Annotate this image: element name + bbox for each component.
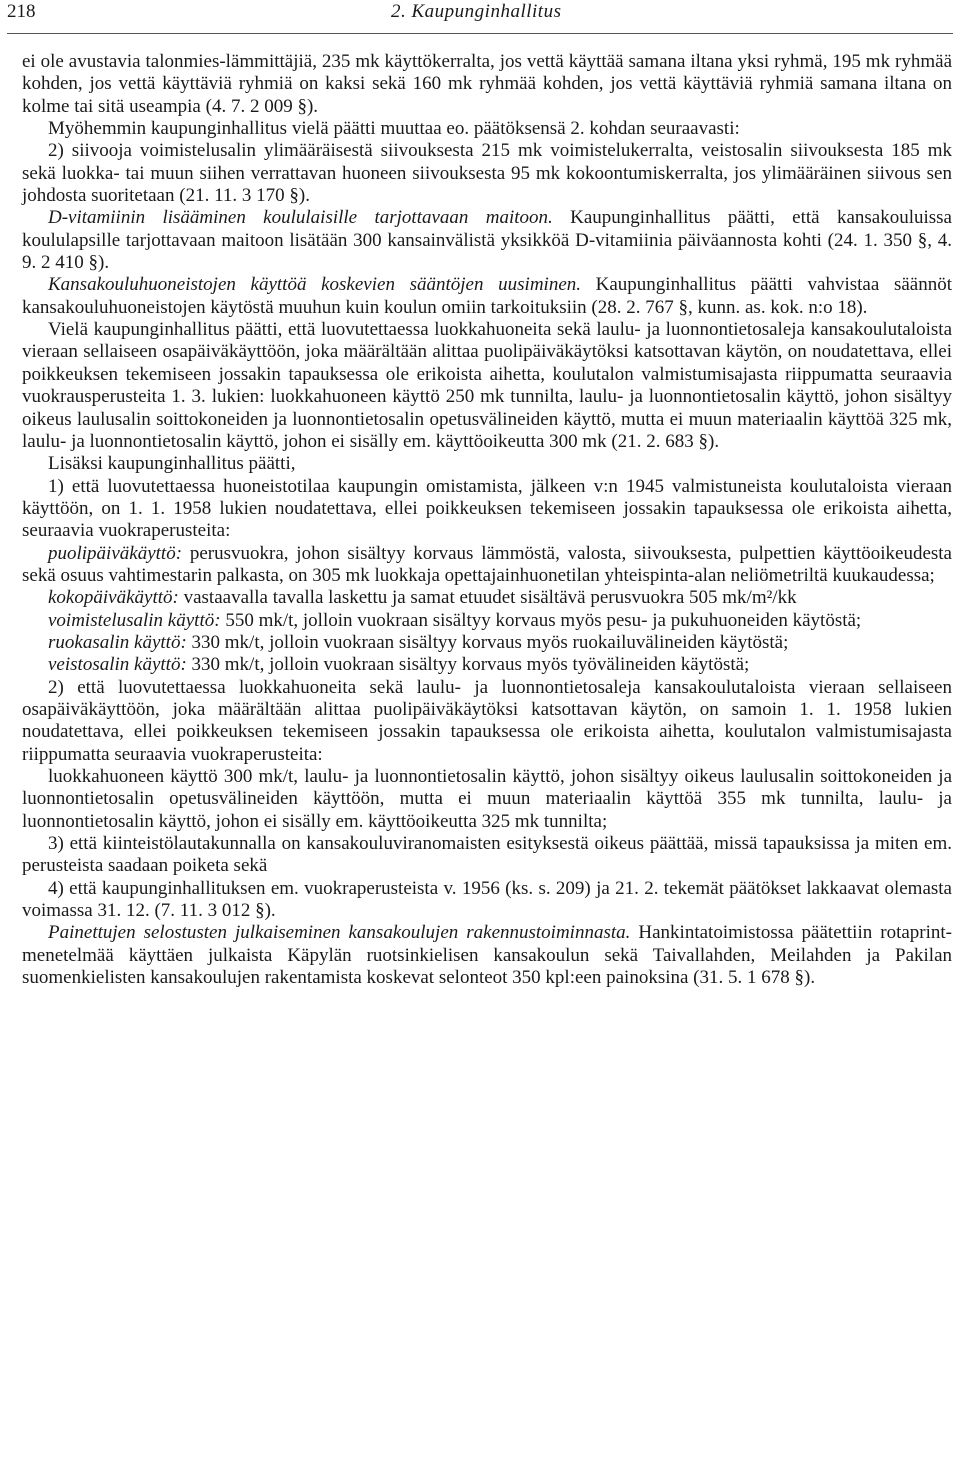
term-heading: voimistelusalin käyttö: (48, 609, 221, 631)
term-heading: kokopäiväkäyttö: (48, 587, 179, 609)
paragraph (22, 476, 952, 543)
paragraph (22, 587, 952, 609)
paragraph-text: Myöhemmin kaupunginhallitus vielä päätti muuttaa eo. päätöksensä 2. kohdan seuraavasti: (48, 118, 740, 140)
paragraph (22, 878, 952, 923)
paragraph-text: 330 mk/t, jolloin vuokraan sisältyy korvaus myös työvälineiden käytöstä; (186, 654, 750, 676)
paragraph-text: perusvuokra, johon sisältyy korvaus lämmöstä, valosta, siivouksesta, pulpettien käyttöoikeudesta sekä osuus vahtimestarin palkasta, on 305 mk luokkaja opettajainhuonetilan yhteispinta-alan neliömetriltä kuukaudessa; (22, 542, 952, 586)
header-rule (7, 33, 953, 34)
paragraph-text: Kaupunginhallitus päätti vahvistaa säännöt kansakouluhuoneistojen käytöstä muuhun kuin koulun omiin tarkoituksiin (28. 2. 767 §, kunn. as. kok. n:o 18). (22, 274, 952, 318)
paragraph-text: 1) että luovutettaessa huoneistotilaa kaupungin omistamista, jälkeen v:n 1945 valmistuneista koulutaloista vieraan käyttöön, on 1. 1. 1958 lukien noudatettava, ellei poikkeuksen tekemiseen jossakin tapauksessa ole erikoista aihetta, seuraavia vuokraperusteita: (22, 475, 952, 542)
term-heading: puolipäiväkäyttö: (48, 542, 183, 564)
paragraph (22, 766, 952, 833)
paragraph (22, 453, 952, 475)
paragraph-text: Vielä kaupunginhallitus päätti, että luovutettaessa luokkahuoneita sekä laulu- ja luonnontietosaleja kansakoulutaloista vieraan sellaiseen osapäiväkäyttöön, joka määrältään alittaa puolipäiväkäytöksi katsottavan käytön, on noudatettava, ellei poikkeuksen tekemiseen jossakin tapauksessa ole erikoista aihetta, koulutalon valmistumisajasta riippumatta seuraavia vuokrausperusteita 1. 3. lukien: luokkahuoneen käyttö 250 mk tunnilta, laulu- ja luonnontietosalin käyttö, johon sisältyy oikeus laulusalin soittokoneiden ja luonnontietosalin opetusvälineiden käyttö, mutta ei muun materiaalin käyttöä 325 mk, laulu- ja luonnontietosalin käyttö, johon ei sisälly em. käyttöoikeutta 300 mk (21. 2. 683 §). (22, 319, 952, 452)
paragraph (22, 654, 952, 676)
section-heading: Painettujen selostusten julkaiseminen kansakoulujen rakennustoiminnasta. (48, 922, 631, 944)
paragraph (22, 677, 952, 766)
paragraph-text: vastaavalla tavalla laskettu ja samat etuudet sisältävä perusvuokra 505 mk/m²/kk (178, 587, 797, 609)
paragraph (22, 274, 952, 319)
section-heading: D-vitamiinin lisääminen koululaisille tarjottavaan maitoon. (48, 207, 553, 229)
paragraph (22, 140, 952, 207)
document-body (22, 51, 952, 989)
paragraph-text: 2) siivooja voimistelusalin ylimääräisestä siivouksesta 215 mk voimistelukerralta, veistosalin siivouksesta 185 mk sekä luokka- tai muun siihen verrattavan huoneen siivouksesta 95 mk kokoontumiskerralta, jos ylimääräinen siivous sen johdosta suoritetaan (21. 11. 3 170 §). (22, 140, 952, 207)
paragraph-text: 330 mk/t, jolloin vuokraan sisältyy korvaus myös ruokailuvälineiden käytöstä; (186, 631, 789, 653)
paragraph-text: luokkahuoneen käyttö 300 mk/t, laulu- ja luonnontietosalin käyttö, johon sisältyy oikeus laulusalin soittokoneiden ja luonnontietosalin opetusvälineiden käyttöön, mutta ei muun materiaalin käyttöä 355 mk tunnilta, laulu- ja luonnontietosalin käyttö, johon ei sisälly em. käyttöoikeutta 325 mk tunnilta; (22, 766, 952, 832)
paragraph (22, 319, 952, 453)
paragraph (22, 922, 952, 989)
paragraph-text: 2) että luovutettaessa luokkahuoneita sekä laulu- ja luonnontietosaleja kansakoulutaloista vieraan sellaiseen osapäiväkäyttöön, joka määrältään alittaa puolipäiväkäytöksi katsottavan käytön, on samoin 1. 1. 1958 lukien noudatettava, ellei poikkeuksen tekemiseen jossakin tapauksessa ole erikoista aihetta, koulutalon valmistumisajasta riippumatta seuraavia vuokraperusteita: (22, 676, 952, 765)
paragraph (22, 543, 952, 588)
paragraph-text: 3) että kiinteistölautakunnalla on kansakouluviranomaisten esityksestä oikeus päättää, missä tapauksissa ja miten em. perusteista saadaan poiketa sekä (22, 833, 952, 877)
paragraph-text: Kaupunginhallitus päätti, että kansakouluissa koululapsille tarjottavaan maitoon lisätään 300 kansainvälistä yksikköä D-vitamiinia päiväannosta kohti (24. 1. 350 §, 4. 9. 2 410 §). (22, 207, 952, 274)
paragraph-text: Hankintatoimistossa päätettiin rotaprint-menetelmää käyttäen julkaista Käpylän ruotsinkielisen kansakoulun sekä Taivallahden, Meilahden ja Pakilan suomenkielisten kansakoulujen rakentamista koskevat selonteot 350 kpl:een painoksina (31. 5. 1 678 §). (22, 922, 952, 989)
paragraph-text: ei ole avustavia talonmies-lämmittäjiä, 235 mk käyttökerralta, jos vettä käyttää samana iltana yksi ryhmä, 195 mk ryhmää kohden, jos vettä käyttäviä ryhmiä on kaksi sekä 160 mk ryhmää kohden, jos vettä käyttäviä ryhmiä samana iltana on kolme tai sitä useampia (4. 7. 2 009 §). (22, 51, 952, 117)
paragraph (22, 610, 952, 632)
paragraph (22, 833, 952, 878)
paragraph-text: 550 mk/t, jolloin vuokraan sisältyy korvaus myös pesu- ja pukuhuoneiden käytöstä; (220, 609, 862, 631)
running-head-text: 2. Kaupunginhallitus (391, 1, 562, 22)
paragraph-text: Lisäksi kaupunginhallitus päätti, (48, 453, 296, 475)
running-head (391, 0, 561, 24)
paragraph-text: 4) että kaupunginhallituksen em. vuokraperusteista v. 1956 (ks. s. 209) ja 21. 2. tekemät päätökset lakkaavat olemasta voimassa 31. 12. (7. 11. 3 012 §). (22, 877, 952, 922)
section-heading: Kansakouluhuoneistojen käyttöä koskevien sääntöjen uusiminen. (48, 274, 581, 296)
term-heading: ruokasalin käyttö: (48, 631, 187, 653)
term-heading: veistosalin käyttö: (48, 654, 187, 676)
paragraph (22, 207, 952, 274)
page-number: 218 (7, 1, 36, 22)
paragraph (22, 118, 952, 140)
paragraph (22, 632, 952, 654)
page-header (7, 0, 953, 30)
paragraph (22, 51, 952, 118)
